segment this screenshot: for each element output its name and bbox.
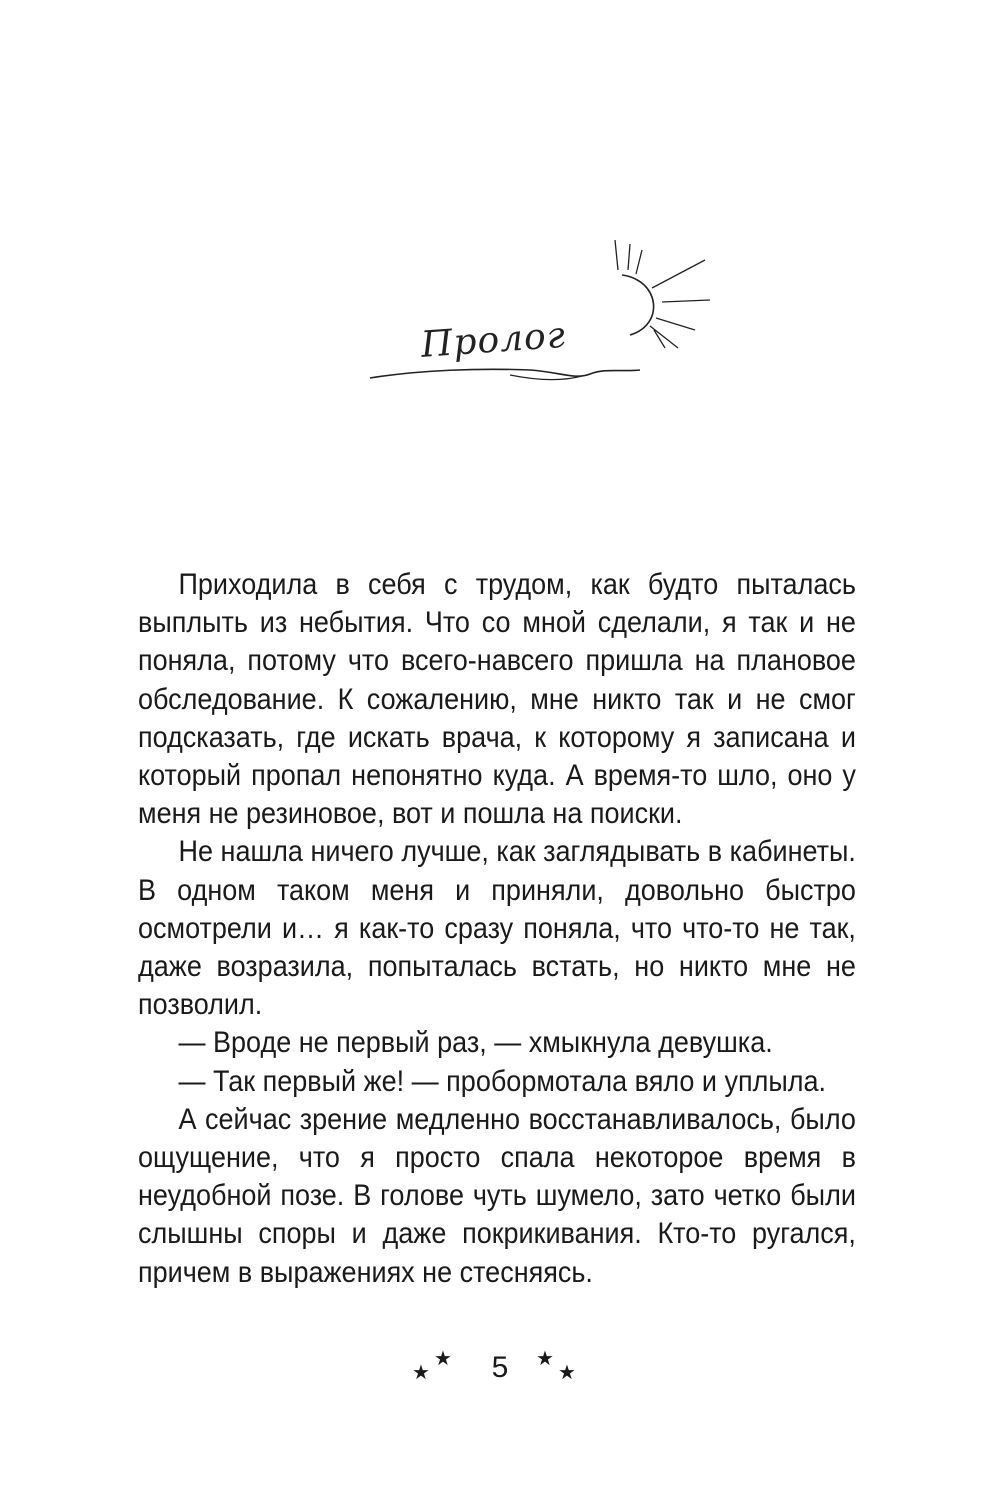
star-icon: ★ xyxy=(412,1362,430,1384)
body-text xyxy=(138,566,856,1292)
sun-half-icon xyxy=(360,230,680,400)
star-icon: ★ xyxy=(434,1348,452,1370)
paragraph: Не нашла ничего лучше, как заглядывать в кабинеты. В одном таком меня и приняли, довольно быстро осмотрели и… я как-то сразу поняла, что что-то не так, даже возразила, попыталась встать, но никто мне не позволил. xyxy=(138,835,856,1022)
chapter-header xyxy=(360,230,680,400)
paragraph: — Вроде не первый раз, — хмыкнула девушка. xyxy=(178,1026,773,1060)
paragraph: — Так первый же! — пробормотала вяло и уплыла. xyxy=(178,1064,827,1098)
paragraph: Приходила в себя с трудом, как будто пыталась выплыть из небытия. Что со мной сделали, я так и не поняла, потому что всего-навсего пришла на плановое обследование. К сожалению, мне никто так и не смог подсказать, где искать врача, к которому я записана и который пропал непонятно куда. А время-то шло, оно у меня не резиновое, вот и пошла на поиски. xyxy=(138,568,856,831)
chapter-title: Пролог xyxy=(419,314,568,366)
paragraph: А сейчас зрение медленно восстанавливалось, было ощущение, что я просто спала некоторое время в неудобной позе. В голове чуть шумело, зато четко были слышны споры и даже покрикивания. Кто-то ругался, причем в выражениях не стесняясь. xyxy=(138,1102,856,1289)
page-footer xyxy=(400,1335,600,1395)
star-icon: ★ xyxy=(558,1362,576,1384)
page-number: 5 xyxy=(491,1351,509,1384)
star-icon: ★ xyxy=(536,1348,554,1370)
